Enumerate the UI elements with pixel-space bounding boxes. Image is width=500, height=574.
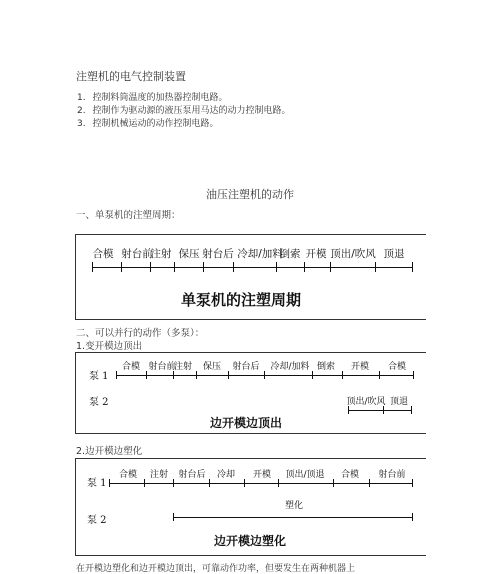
timeline-tick (333, 479, 334, 487)
document-title: 注塑机的电气控制装置 (76, 70, 186, 83)
step-label: 保压 (178, 248, 200, 260)
step-label: 倒索 (316, 362, 336, 372)
timeline-tick (312, 371, 313, 379)
timeline-tick (121, 262, 122, 272)
step-label: 射台后 (202, 248, 234, 260)
timeline-tick (144, 479, 145, 487)
list-text: 控制机械运动的动作控制电路。 (92, 119, 219, 129)
timeline-tick (342, 371, 343, 379)
step-label: 合模 (118, 470, 138, 480)
list-item (77, 103, 290, 116)
list-item (77, 116, 218, 129)
step-label: 开模 (305, 248, 327, 260)
timeline-tick (203, 262, 204, 272)
single-pump-cycle-figure (75, 234, 426, 320)
figure-caption: 单泵机的注塑周期 (180, 291, 302, 309)
step-label: 顶出/吹风 (330, 248, 376, 260)
step-label: 注射 (173, 362, 193, 372)
timeline-tick (228, 371, 229, 379)
pump2-timeline (173, 517, 412, 518)
list-text: 控制料筒温度的加热器控制电路。 (92, 93, 228, 103)
step-label: 射台前 (121, 248, 153, 260)
pump2-timeline (348, 410, 411, 411)
list-text: 控制作为驱动源的液压泵用马达的动力控制电路。 (92, 106, 291, 116)
timeline-tick (173, 479, 174, 487)
timeline-tick (92, 262, 93, 272)
list-number: 2. (77, 106, 86, 116)
pump1-label: 泵 1 (89, 371, 109, 382)
timeline-tick (276, 262, 277, 272)
step-label: 顶退 (389, 397, 409, 407)
step-label: 射台后 (232, 362, 260, 372)
timeline-tick (375, 262, 376, 272)
timeline-tick (146, 371, 147, 379)
step-label: 合模 (92, 248, 114, 260)
subsection-label: 1.变开模边顶出 (76, 341, 143, 352)
timeline-tick (173, 513, 174, 521)
timeline-tick (209, 479, 210, 487)
step-label: 开模 (252, 470, 272, 480)
step-label: 冷却 (216, 470, 236, 480)
open-plasticize-figure (75, 458, 426, 556)
timeline-tick (379, 371, 380, 379)
timeline-tick (150, 262, 151, 272)
timeline-tick (304, 262, 305, 272)
step-label: 冷却/加料 (270, 362, 310, 372)
timeline-tick (413, 371, 414, 379)
step-label: 顶出/吹风 (346, 397, 386, 407)
timeline-tick (369, 479, 370, 487)
timeline-line (92, 267, 412, 268)
pump2-label: 泵 2 (87, 515, 107, 526)
section-label: 一、单泵机的注塑周期： (76, 210, 181, 221)
pump1-label: 泵 1 (87, 478, 107, 489)
step-label: 顶出/顶退 (285, 470, 325, 480)
body-text: 在开模边塑化和边开模边顶出，可靠动作功率，但要发生在两种机器上 (76, 564, 356, 574)
subsection-label: 2.边开模边塑化 (76, 446, 143, 457)
timeline-tick (174, 262, 175, 272)
step-label: 合模 (121, 362, 141, 372)
timeline-tick (383, 406, 384, 414)
timeline-tick (196, 371, 197, 379)
step-label: 注射 (149, 470, 169, 480)
timeline-tick (173, 371, 174, 379)
open-eject-figure (75, 352, 426, 434)
section-label: 二、可以并行的动作（多泵）： (76, 328, 205, 339)
list-item (77, 90, 227, 103)
timeline-tick (411, 406, 412, 414)
step-label: 开模 (350, 362, 370, 372)
list-number: 1. (77, 93, 86, 103)
timeline-tick (348, 406, 349, 414)
figure-caption: 边开模边塑化 (213, 534, 287, 548)
timeline-tick (412, 262, 413, 272)
step-label: 注射 (150, 248, 172, 260)
timeline-tick (264, 371, 265, 379)
step-label: 射台前 (148, 362, 176, 372)
timeline-tick (233, 262, 234, 272)
step-label: 保压 (202, 362, 222, 372)
figure-caption: 边开模边顶出 (209, 416, 283, 430)
list-number: 3. (77, 119, 86, 129)
timeline-tick (330, 262, 331, 272)
step-label: 冷却/加料 (237, 248, 283, 260)
step-label: 合模 (340, 470, 360, 480)
timeline-tick (278, 479, 279, 487)
timeline-tick (412, 479, 413, 487)
timeline-tick (116, 371, 117, 379)
pump2-label: 泵 2 (89, 397, 109, 408)
timeline-tick (412, 513, 413, 521)
step-label: 合模 (387, 362, 407, 372)
step-label: 射台前 (378, 470, 406, 480)
step-label: 射台后 (178, 470, 206, 480)
pump1-timeline (109, 483, 412, 484)
timeline-tick (244, 479, 245, 487)
step-label: 顶退 (383, 248, 405, 260)
timeline-tick (109, 479, 110, 487)
step-label: 塑化 (284, 501, 304, 511)
section-heading: 油压注塑机的动作 (206, 188, 294, 201)
step-label: 倒索 (279, 248, 301, 260)
